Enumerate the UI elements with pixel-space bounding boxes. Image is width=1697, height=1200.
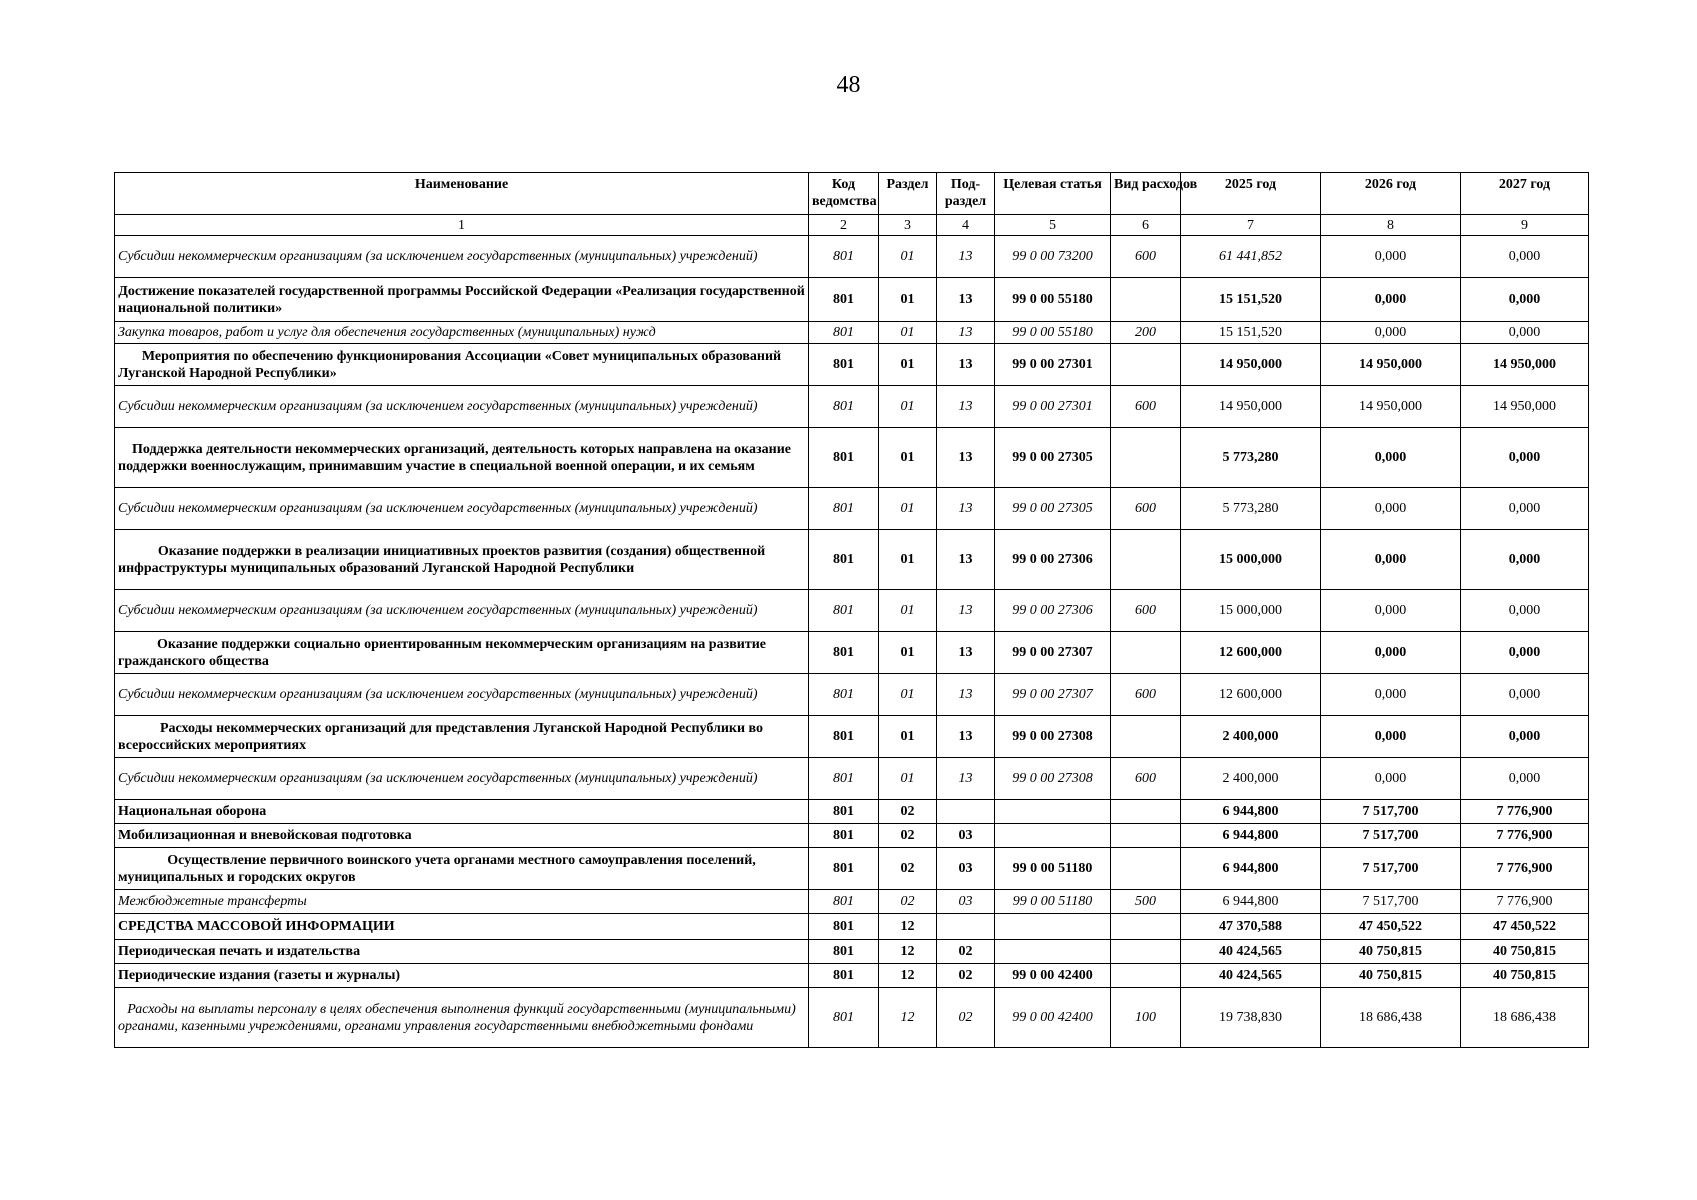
row-podrazdel: 13: [937, 758, 995, 800]
row-name: Субсидии некоммерческим организациям (за исключением государственных (муниципальных) учреждений): [115, 488, 809, 530]
row-razdel: 12: [879, 940, 937, 964]
column-number: 9: [1461, 215, 1589, 236]
row-amount-2026: 0,000: [1321, 632, 1461, 674]
row-name: СРЕДСТВА МАССОВОЙ ИНФОРМАЦИИ: [115, 914, 809, 940]
row-name: Субсидии некоммерческим организациям (за исключением государственных (муниципальных) учреждений): [115, 386, 809, 428]
row-podrazdel: 13: [937, 428, 995, 488]
row-statya: 99 0 00 27307: [995, 632, 1111, 674]
row-amount-2025: 5 773,280: [1181, 488, 1321, 530]
header-statya: Целевая статья: [995, 173, 1111, 215]
table-row: [115, 632, 1589, 674]
row-amount-2025: 6 944,800: [1181, 800, 1321, 824]
row-name: Периодическая печать и издательства: [115, 940, 809, 964]
row-amount-2026: 0,000: [1321, 716, 1461, 758]
row-razdel: 01: [879, 590, 937, 632]
row-amount-2027: 0,000: [1461, 278, 1589, 322]
row-name: Оказание поддержки социально ориентированным некоммерческим организациям на развитие гражданского общества: [115, 632, 809, 674]
table-body: [115, 236, 1589, 1048]
row-podrazdel: 02: [937, 988, 995, 1048]
row-podrazdel: 02: [937, 940, 995, 964]
table-row: [115, 988, 1589, 1048]
row-amount-2027: 14 950,000: [1461, 386, 1589, 428]
column-number: 6: [1111, 215, 1181, 236]
row-razdel: 01: [879, 716, 937, 758]
row-ved: 801: [809, 800, 879, 824]
row-vid: 600: [1111, 488, 1181, 530]
row-podrazdel: 13: [937, 386, 995, 428]
row-ved: 801: [809, 716, 879, 758]
row-name: Субсидии некоммерческим организациям (за исключением государственных (муниципальных) учреждений): [115, 236, 809, 278]
row-ved: 801: [809, 344, 879, 386]
row-razdel: 12: [879, 988, 937, 1048]
row-ved: 801: [809, 964, 879, 988]
table-row: [115, 800, 1589, 824]
table-row: [115, 890, 1589, 914]
row-vid: [1111, 914, 1181, 940]
row-amount-2025: 61 441,852: [1181, 236, 1321, 278]
row-vid: 200: [1111, 322, 1181, 344]
row-razdel: 12: [879, 914, 937, 940]
row-amount-2027: 14 950,000: [1461, 344, 1589, 386]
header-podrazdel: Под-раздел: [937, 173, 995, 215]
row-amount-2026: 14 950,000: [1321, 386, 1461, 428]
row-name: Мероприятия по обеспечению функционирования Ассоциации «Совет муниципальных образований Луганской Народной Республики»: [115, 344, 809, 386]
table-row: [115, 530, 1589, 590]
row-amount-2025: 5 773,280: [1181, 428, 1321, 488]
page-number: 48: [836, 72, 861, 98]
table-row: [115, 344, 1589, 386]
row-podrazdel: [937, 800, 995, 824]
row-razdel: 01: [879, 488, 937, 530]
table-row: [115, 824, 1589, 848]
row-statya: 99 0 00 51180: [995, 848, 1111, 890]
row-razdel: 12: [879, 964, 937, 988]
column-number: 7: [1181, 215, 1321, 236]
row-vid: [1111, 716, 1181, 758]
row-ved: 801: [809, 824, 879, 848]
row-ved: 801: [809, 940, 879, 964]
row-amount-2027: 7 776,900: [1461, 848, 1589, 890]
row-podrazdel: 13: [937, 530, 995, 590]
row-amount-2027: 40 750,815: [1461, 940, 1589, 964]
header-row: [115, 173, 1589, 215]
column-number: 8: [1321, 215, 1461, 236]
row-vid: 600: [1111, 590, 1181, 632]
budget-table: [114, 172, 1589, 1048]
row-razdel: 01: [879, 632, 937, 674]
row-ved: 801: [809, 386, 879, 428]
row-amount-2025: 2 400,000: [1181, 758, 1321, 800]
row-razdel: 01: [879, 322, 937, 344]
row-ved: 801: [809, 674, 879, 716]
row-vid: 100: [1111, 988, 1181, 1048]
row-amount-2026: 40 750,815: [1321, 964, 1461, 988]
row-amount-2025: 14 950,000: [1181, 344, 1321, 386]
row-statya: 99 0 00 42400: [995, 964, 1111, 988]
row-razdel: 01: [879, 278, 937, 322]
row-amount-2026: 0,000: [1321, 488, 1461, 530]
row-vid: 600: [1111, 386, 1181, 428]
row-statya: 99 0 00 27301: [995, 344, 1111, 386]
row-ved: 801: [809, 530, 879, 590]
row-name: Закупка товаров, работ и услуг для обеспечения государственных (муниципальных) нужд: [115, 322, 809, 344]
row-ved: 801: [809, 988, 879, 1048]
header-2026: 2026 год: [1321, 173, 1461, 215]
row-vid: 600: [1111, 674, 1181, 716]
row-amount-2025: 40 424,565: [1181, 964, 1321, 988]
row-amount-2027: 0,000: [1461, 428, 1589, 488]
column-number: 4: [937, 215, 995, 236]
row-amount-2027: 0,000: [1461, 322, 1589, 344]
row-statya: 99 0 00 55180: [995, 322, 1111, 344]
row-amount-2025: 19 738,830: [1181, 988, 1321, 1048]
row-amount-2026: 47 450,522: [1321, 914, 1461, 940]
row-name: Поддержка деятельности некоммерческих организаций, деятельность которых направлена на оказание поддержки военнослужащим, принимавшим участие в специальной военной операции, и их семьям: [115, 428, 809, 488]
row-amount-2027: 0,000: [1461, 632, 1589, 674]
row-amount-2025: 14 950,000: [1181, 386, 1321, 428]
row-amount-2026: 0,000: [1321, 236, 1461, 278]
row-amount-2027: 7 776,900: [1461, 890, 1589, 914]
row-amount-2025: 40 424,565: [1181, 940, 1321, 964]
row-podrazdel: 13: [937, 590, 995, 632]
row-vid: 600: [1111, 236, 1181, 278]
row-razdel: 02: [879, 800, 937, 824]
row-podrazdel: 02: [937, 964, 995, 988]
row-vid: 500: [1111, 890, 1181, 914]
column-number: 5: [995, 215, 1111, 236]
table-row: [115, 674, 1589, 716]
table-row: [115, 940, 1589, 964]
row-vid: [1111, 632, 1181, 674]
row-amount-2027: 0,000: [1461, 590, 1589, 632]
table-row: [115, 590, 1589, 632]
row-statya: 99 0 00 27308: [995, 758, 1111, 800]
row-razdel: 01: [879, 530, 937, 590]
row-amount-2027: 0,000: [1461, 716, 1589, 758]
row-name: Мобилизационная и вневойсковая подготовка: [115, 824, 809, 848]
row-amount-2026: 7 517,700: [1321, 848, 1461, 890]
row-ved: 801: [809, 758, 879, 800]
row-statya: 99 0 00 55180: [995, 278, 1111, 322]
row-statya: [995, 914, 1111, 940]
row-amount-2027: 40 750,815: [1461, 964, 1589, 988]
row-statya: 99 0 00 27308: [995, 716, 1111, 758]
row-amount-2026: 40 750,815: [1321, 940, 1461, 964]
row-ved: 801: [809, 890, 879, 914]
row-name: Оказание поддержки в реализации инициативных проектов развития (создания) общественной инфраструктуры муниципальных образований Луганской Народной Республики: [115, 530, 809, 590]
row-name: Достижение показателей государственной программы Российской Федерации «Реализация государственной национальной политики»: [115, 278, 809, 322]
header-ved: Код ведомства: [809, 173, 879, 215]
row-ved: 801: [809, 848, 879, 890]
row-podrazdel: 13: [937, 278, 995, 322]
row-ved: 801: [809, 322, 879, 344]
row-amount-2026: 0,000: [1321, 278, 1461, 322]
row-amount-2025: 12 600,000: [1181, 674, 1321, 716]
table-row: [115, 758, 1589, 800]
row-statya: 99 0 00 27305: [995, 428, 1111, 488]
header-razdel: Раздел: [879, 173, 937, 215]
row-amount-2025: 12 600,000: [1181, 632, 1321, 674]
row-amount-2026: 7 517,700: [1321, 824, 1461, 848]
row-podrazdel: 13: [937, 488, 995, 530]
row-statya: 99 0 00 27306: [995, 530, 1111, 590]
row-razdel: 01: [879, 428, 937, 488]
row-vid: [1111, 848, 1181, 890]
row-amount-2027: 7 776,900: [1461, 800, 1589, 824]
table-row: [115, 322, 1589, 344]
column-number-row: [115, 215, 1589, 236]
row-statya: 99 0 00 42400: [995, 988, 1111, 1048]
row-amount-2027: 0,000: [1461, 488, 1589, 530]
table-row: [115, 488, 1589, 530]
row-amount-2025: 15 151,520: [1181, 322, 1321, 344]
row-podrazdel: 03: [937, 824, 995, 848]
row-razdel: 02: [879, 848, 937, 890]
row-statya: [995, 940, 1111, 964]
row-amount-2025: 6 944,800: [1181, 824, 1321, 848]
table-row: [115, 848, 1589, 890]
row-amount-2026: 14 950,000: [1321, 344, 1461, 386]
row-razdel: 01: [879, 236, 937, 278]
table-row: [115, 278, 1589, 322]
row-vid: [1111, 344, 1181, 386]
row-ved: 801: [809, 278, 879, 322]
row-name: Осуществление первичного воинского учета органами местного самоуправления поселений, муниципальных и городских округов: [115, 848, 809, 890]
row-razdel: 02: [879, 824, 937, 848]
header-vid: Вид расходов: [1111, 173, 1181, 215]
table-row: [115, 386, 1589, 428]
row-podrazdel: [937, 914, 995, 940]
row-podrazdel: 13: [937, 716, 995, 758]
table-row: [115, 428, 1589, 488]
row-amount-2027: 0,000: [1461, 236, 1589, 278]
row-name: Расходы некоммерческих организаций для представления Луганской Народной Республики во всероссийских мероприятиях: [115, 716, 809, 758]
row-razdel: 01: [879, 344, 937, 386]
row-amount-2025: 2 400,000: [1181, 716, 1321, 758]
row-ved: 801: [809, 488, 879, 530]
row-vid: [1111, 800, 1181, 824]
row-podrazdel: 13: [937, 344, 995, 386]
row-amount-2026: 18 686,438: [1321, 988, 1461, 1048]
row-amount-2027: 47 450,522: [1461, 914, 1589, 940]
row-podrazdel: 13: [937, 632, 995, 674]
row-amount-2026: 7 517,700: [1321, 800, 1461, 824]
row-vid: [1111, 530, 1181, 590]
row-statya: 99 0 00 27305: [995, 488, 1111, 530]
row-amount-2025: 15 000,000: [1181, 530, 1321, 590]
row-amount-2026: 0,000: [1321, 758, 1461, 800]
row-vid: [1111, 278, 1181, 322]
row-amount-2026: 0,000: [1321, 428, 1461, 488]
row-amount-2025: 6 944,800: [1181, 848, 1321, 890]
row-name: Субсидии некоммерческим организациям (за исключением государственных (муниципальных) учреждений): [115, 758, 809, 800]
header-name: Наименование: [115, 173, 809, 215]
column-number: 3: [879, 215, 937, 236]
row-amount-2027: 0,000: [1461, 758, 1589, 800]
row-ved: 801: [809, 428, 879, 488]
row-amount-2026: 0,000: [1321, 322, 1461, 344]
row-amount-2025: 15 151,520: [1181, 278, 1321, 322]
row-ved: 801: [809, 590, 879, 632]
row-amount-2025: 15 000,000: [1181, 590, 1321, 632]
row-ved: 801: [809, 914, 879, 940]
row-vid: [1111, 940, 1181, 964]
row-ved: 801: [809, 632, 879, 674]
row-podrazdel: 13: [937, 674, 995, 716]
row-ved: 801: [809, 236, 879, 278]
table-row: [115, 914, 1589, 940]
row-amount-2026: 0,000: [1321, 590, 1461, 632]
row-podrazdel: 13: [937, 322, 995, 344]
row-name: Периодические издания (газеты и журналы): [115, 964, 809, 988]
row-amount-2025: 6 944,800: [1181, 890, 1321, 914]
row-statya: 99 0 00 27301: [995, 386, 1111, 428]
row-statya: 99 0 00 27306: [995, 590, 1111, 632]
row-podrazdel: 13: [937, 236, 995, 278]
column-number: 1: [115, 215, 809, 236]
header-2025: 2025 год: [1181, 173, 1321, 215]
row-razdel: 01: [879, 674, 937, 716]
row-amount-2027: 18 686,438: [1461, 988, 1589, 1048]
table-row: [115, 964, 1589, 988]
row-podrazdel: 03: [937, 890, 995, 914]
row-name: Субсидии некоммерческим организациям (за исключением государственных (муниципальных) учреждений): [115, 590, 809, 632]
row-amount-2026: 7 517,700: [1321, 890, 1461, 914]
row-razdel: 01: [879, 386, 937, 428]
row-statya: 99 0 00 51180: [995, 890, 1111, 914]
row-amount-2025: 47 370,588: [1181, 914, 1321, 940]
row-amount-2026: 0,000: [1321, 674, 1461, 716]
header-2027: 2027 год: [1461, 173, 1589, 215]
row-name: Субсидии некоммерческим организациям (за исключением государственных (муниципальных) учреждений): [115, 674, 809, 716]
row-vid: [1111, 824, 1181, 848]
column-number: 2: [809, 215, 879, 236]
row-vid: [1111, 428, 1181, 488]
row-statya: [995, 824, 1111, 848]
row-statya: 99 0 00 27307: [995, 674, 1111, 716]
row-razdel: 02: [879, 890, 937, 914]
table-row: [115, 716, 1589, 758]
row-amount-2026: 0,000: [1321, 530, 1461, 590]
row-razdel: 01: [879, 758, 937, 800]
row-statya: [995, 800, 1111, 824]
row-name: Межбюджетные трансферты: [115, 890, 809, 914]
row-vid: [1111, 964, 1181, 988]
row-amount-2027: 0,000: [1461, 530, 1589, 590]
row-vid: 600: [1111, 758, 1181, 800]
row-name: Расходы на выплаты персоналу в целях обеспечения выполнения функций государственными (муниципальными) органами, казенными учреждениями, органами управления государственными внебюджетными фондами: [115, 988, 809, 1048]
row-amount-2027: 7 776,900: [1461, 824, 1589, 848]
row-amount-2027: 0,000: [1461, 674, 1589, 716]
row-podrazdel: 03: [937, 848, 995, 890]
row-statya: 99 0 00 73200: [995, 236, 1111, 278]
table-row: [115, 236, 1589, 278]
row-name: Национальная оборона: [115, 800, 809, 824]
